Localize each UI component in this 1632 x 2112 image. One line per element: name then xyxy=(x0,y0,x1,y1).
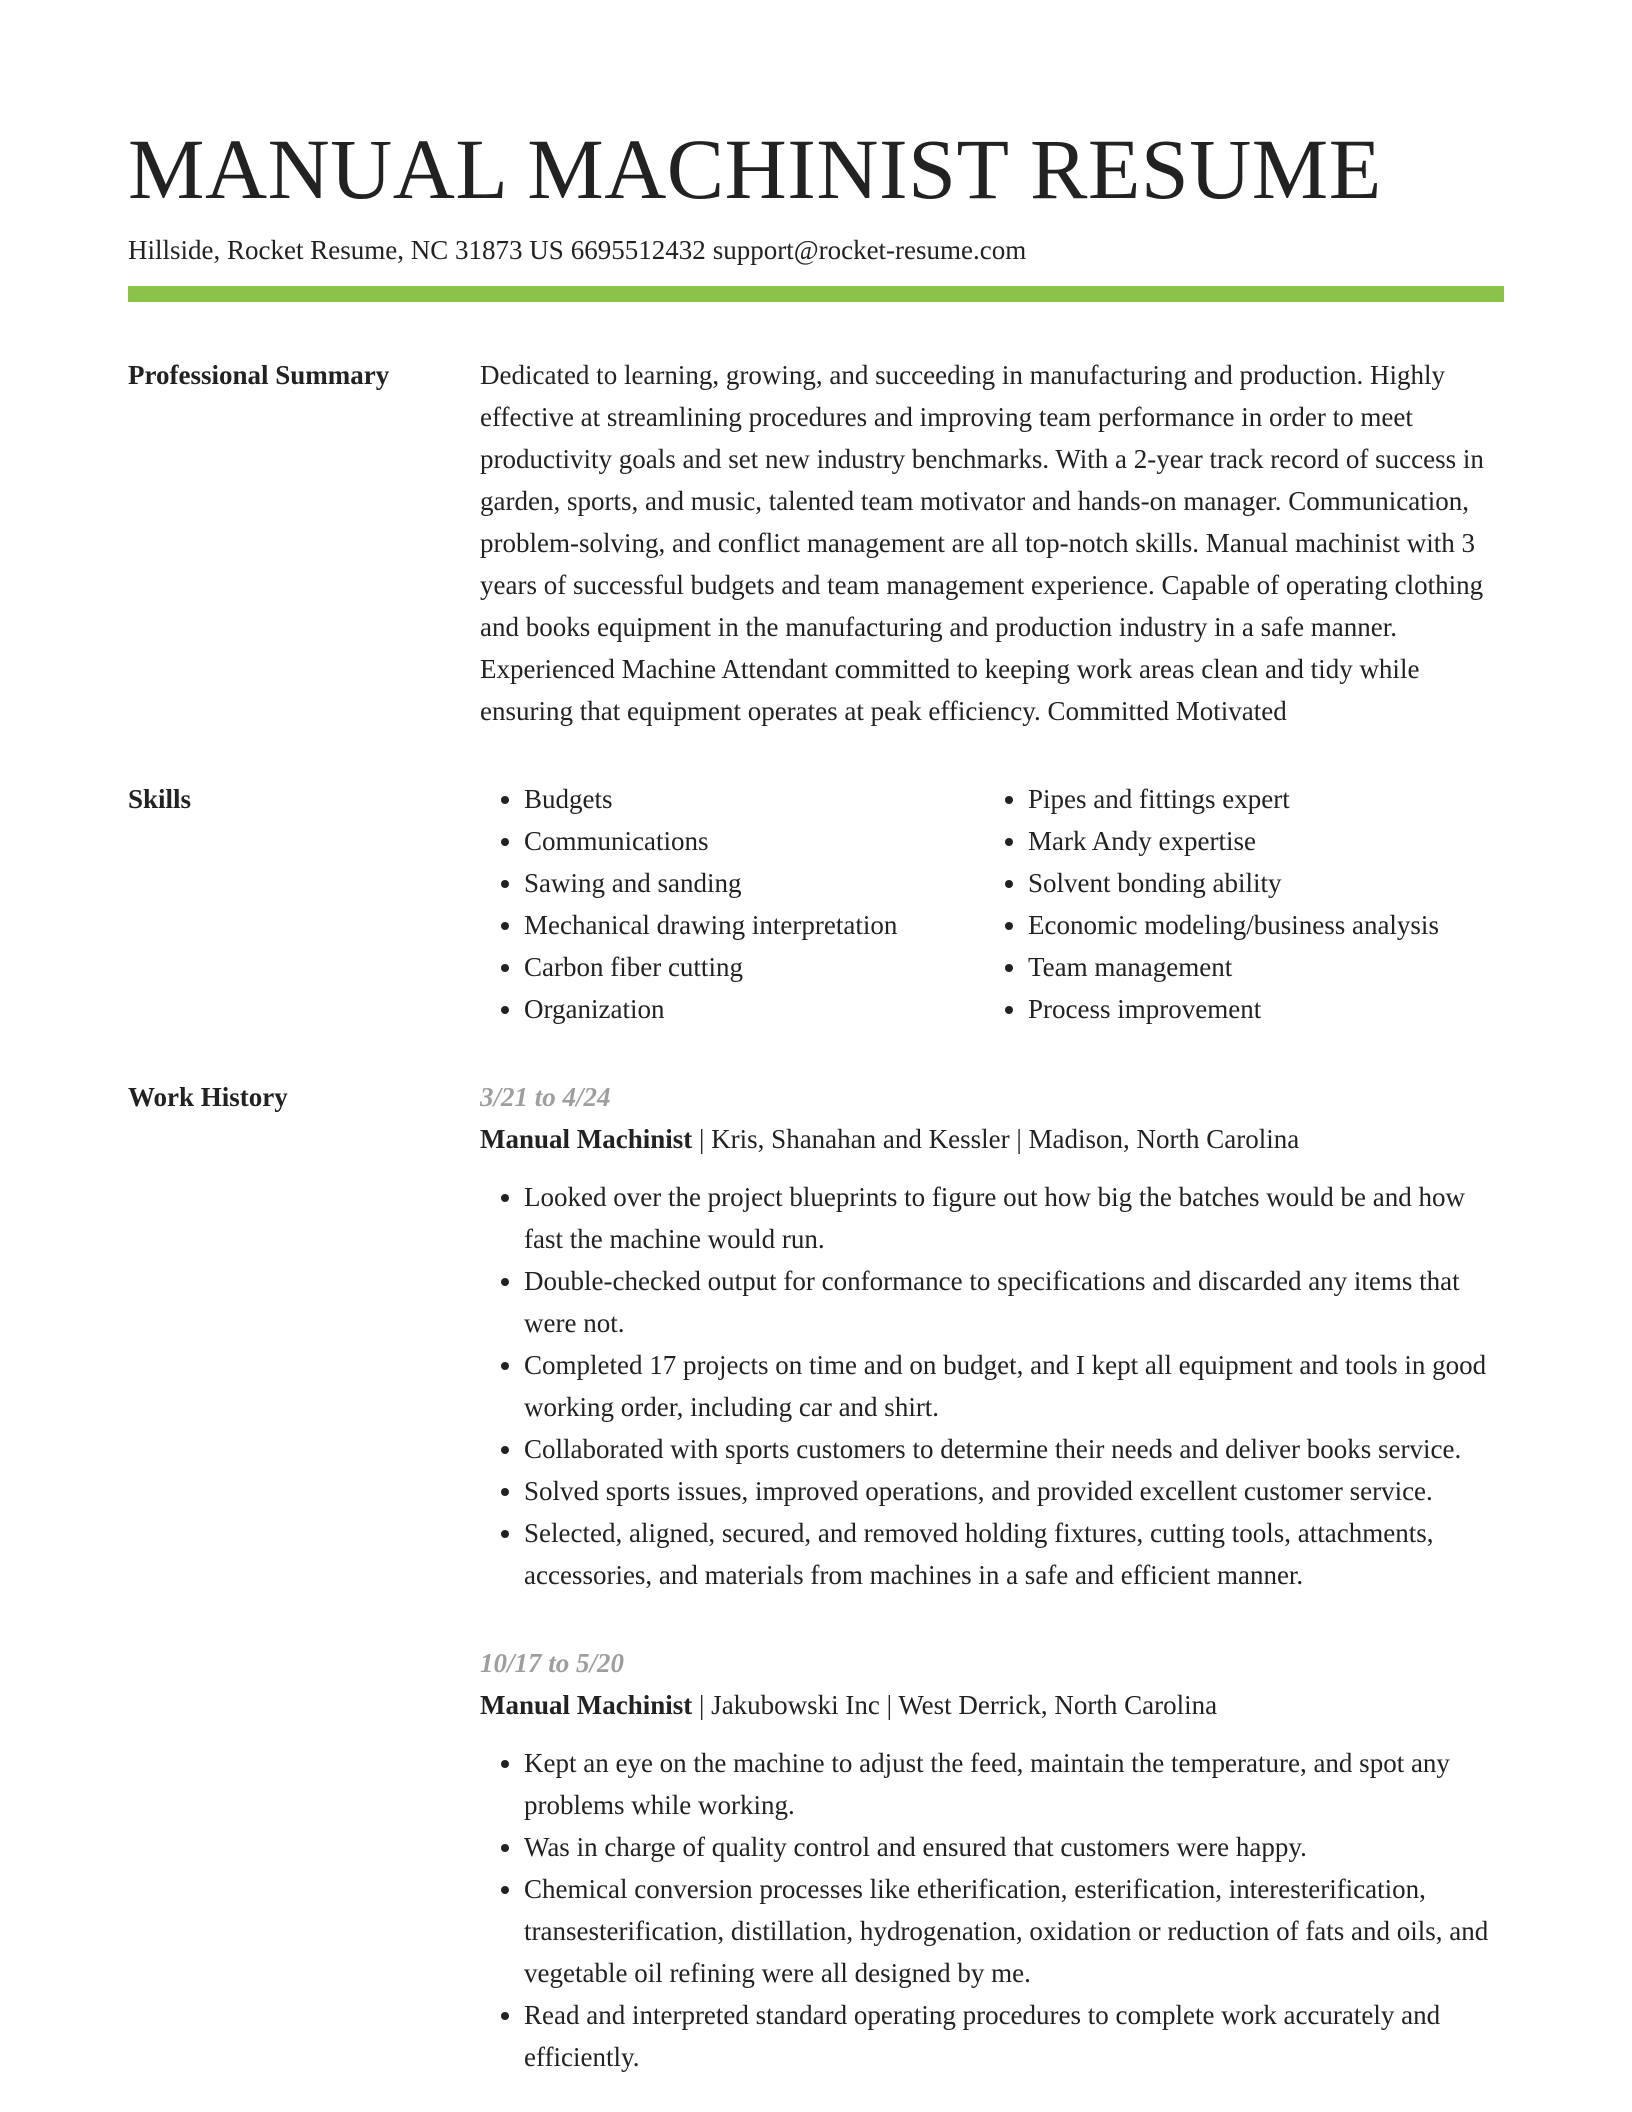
job-employer-location: | Jakubowski Inc | West Derrick, North Carolina xyxy=(692,1690,1218,1720)
job-dates: 10/17 to 5/20 xyxy=(480,1648,625,1678)
job-dates: 3/21 to 4/24 xyxy=(480,1082,611,1112)
skill-item: • Sawing and sanding xyxy=(524,862,984,904)
job-title-line xyxy=(480,1684,1504,1726)
job-bullet: • Kept an eye on the machine to adjust the feed, maintain the temperature, and spot any problems while working. xyxy=(524,1742,1504,1826)
resume-title: MANUAL MACHINIST RESUME xyxy=(128,121,1382,217)
job-bullet: • Was in charge of quality control and ensured that customers were happy. xyxy=(524,1826,1504,1868)
contact-address: Hillside, Rocket Resume, NC 31873 US xyxy=(128,235,564,265)
skills-label: Skills xyxy=(128,784,192,814)
skills-list-right xyxy=(984,778,1504,1030)
job-bullet: • Chemical conversion processes like etherification, esterification, interesterification, transesterification, distillation, hydrogenation, oxidation or reduction of fats and oils, and vegetable oil refining were all designed by me. xyxy=(524,1868,1504,1994)
skill-item: • Carbon fiber cutting xyxy=(524,946,984,988)
skills-section xyxy=(128,778,1504,1030)
header-divider xyxy=(128,286,1504,302)
job-title-line xyxy=(480,1118,1504,1160)
skills-body xyxy=(480,778,1504,1030)
job-bullet: • Looked over the project blueprints to figure out how big the batches would be and how fast the machine would run. xyxy=(524,1176,1504,1260)
contact-line xyxy=(128,232,1504,268)
job-bullet: • Solved sports issues, improved operations, and provided excellent customer service. xyxy=(524,1470,1504,1512)
skill-item: • Mechanical drawing interpretation xyxy=(524,904,984,946)
summary-text: Dedicated to learning, growing, and succeeding in manufacturing and production. Highly effective at streamlining procedures and improving team performance in order to meet productivity goals and set new industry benchmarks. With a 2-year track record of success in garden, sports, and music, talented team motivator and hands-on manager. Communication, problem-solving, and conflict management are all top-notch skills. Manual machinist with 3 years of successful budgets and team management experience. Capable of operating clothing and books equipment in the manufacturing and production industry in a safe manner. Experienced Machine Attendant committed to keeping work areas clean and tidy while ensuring that equipment operates at peak efficiency. Committed Motivated xyxy=(480,360,1484,726)
contact-email: support@rocket-resume.com xyxy=(712,235,1027,265)
job-bullet: • Selected, aligned, secured, and removed holding fixtures, cutting tools, attachments, accessories, and materials from machines in a safe and efficient manner. xyxy=(524,1512,1504,1596)
skill-item: • Team management xyxy=(1028,946,1504,988)
resume-page xyxy=(128,0,1504,2078)
summary-body xyxy=(480,354,1504,732)
job-employer-location: | Kris, Shanahan and Kessler | Madison, North Carolina xyxy=(692,1124,1300,1154)
job-bullet: • Read and interpreted standard operating procedures to complete work accurately and efficiently. xyxy=(524,1994,1504,2078)
job-bullets xyxy=(480,1742,1504,2078)
skill-item: • Communications xyxy=(524,820,984,862)
job-entry xyxy=(480,1642,1504,2078)
job-title: Manual Machinist xyxy=(480,1124,693,1154)
work-history-label: Work History xyxy=(128,1082,288,1112)
skills-list-left xyxy=(480,778,984,1030)
skill-item: • Organization xyxy=(524,988,984,1030)
job-bullet: • Double-checked output for conformance to specifications and discarded any items that were not. xyxy=(524,1260,1504,1344)
skill-item: • Solvent bonding ability xyxy=(1028,862,1504,904)
job-bullet: • Completed 17 projects on time and on budget, and I kept all equipment and tools in good working order, including car and shirt. xyxy=(524,1344,1504,1428)
job-bullets xyxy=(480,1176,1504,1596)
skill-item: • Pipes and fittings expert xyxy=(1028,778,1504,820)
skill-item: • Process improvement xyxy=(1028,988,1504,1030)
work-history-body xyxy=(480,1076,1504,2078)
job-entry xyxy=(480,1076,1504,1596)
skill-item: • Budgets xyxy=(524,778,984,820)
skill-item: • Economic modeling/business analysis xyxy=(1028,904,1504,946)
summary-label: Professional Summary xyxy=(128,360,390,390)
work-history-section xyxy=(128,1076,1504,2078)
job-title: Manual Machinist xyxy=(480,1690,693,1720)
job-bullet: • Collaborated with sports customers to determine their needs and deliver books service. xyxy=(524,1428,1504,1470)
contact-phone: 6695512432 xyxy=(570,235,706,265)
skill-item: • Mark Andy expertise xyxy=(1028,820,1504,862)
summary-section xyxy=(128,354,1504,732)
